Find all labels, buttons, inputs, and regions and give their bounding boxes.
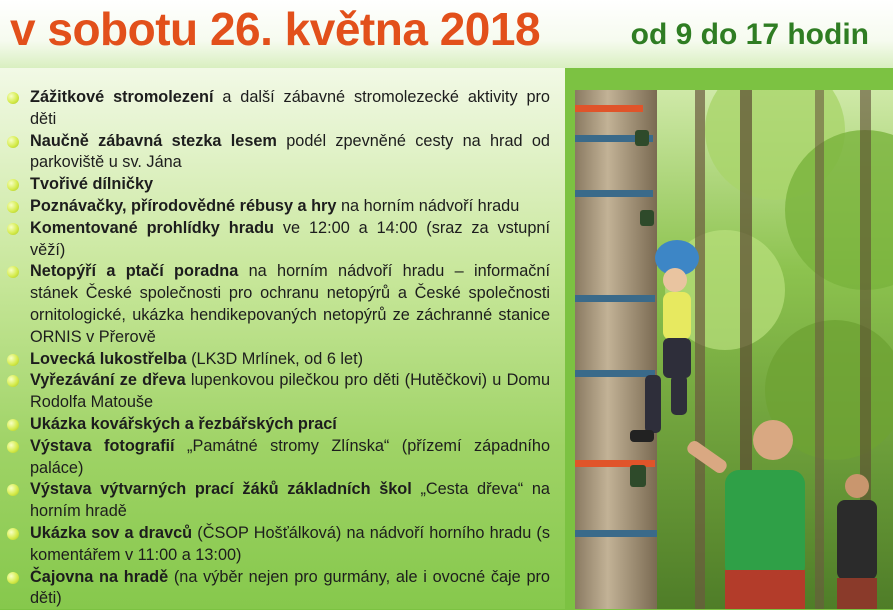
program-item <box>0 174 550 196</box>
program-item-title: Komentované prohlídky hradu <box>30 218 274 237</box>
bullet-icon <box>7 528 19 540</box>
photo-illustration <box>575 90 893 609</box>
program-item <box>0 261 550 348</box>
program-item <box>0 218 550 262</box>
program-panel <box>0 68 565 609</box>
program-item-title: Lovecká lukostřelba <box>30 349 187 368</box>
bullet-icon <box>7 572 19 584</box>
program-item-title: Poznávačky, přírodovědné rébusy a hry <box>30 196 337 215</box>
program-item <box>0 436 550 480</box>
program-item-detail: (na výběr nejen pro gurmány, ale i ovocné čaje pro děti) <box>30 567 550 608</box>
program-item-detail: „Památné stromy Zlínska“ (přízemí západního paláce) <box>30 436 551 477</box>
program-item-detail: a další zábavné stromolezecké aktivity pro děti <box>30 88 550 128</box>
program-item-detail: ve 12:00 a 14:00 (sraz za vstupní věží) <box>30 218 550 259</box>
bullet-icon <box>7 354 19 366</box>
bullet-icon <box>7 441 19 453</box>
bullet-icon <box>7 375 19 387</box>
program-item <box>0 131 550 175</box>
program-item <box>0 370 550 414</box>
program-item <box>0 567 550 610</box>
program-item <box>0 196 550 218</box>
page-title: v sobotu 26. května 2018 <box>10 3 541 55</box>
bullet-icon <box>7 179 19 191</box>
program-item-title: Naučně zábavná stezka lesem <box>30 131 277 150</box>
bullet-icon <box>7 92 19 104</box>
program-item <box>0 479 550 523</box>
program-item-detail: „Cesta dřeva“ na horním hradě <box>30 480 550 521</box>
bullet-icon <box>7 223 19 235</box>
opening-hours: od 9 do 17 hodin <box>630 18 869 51</box>
program-item-title: Vyřezávání ze dřeva <box>30 371 186 390</box>
program-item-title: Výstava výtvarných prací žáků základních škol <box>30 480 412 499</box>
program-item-detail: na horním nádvoří hradu – informační stánek České společnosti pro ochranu netopýrů a České společnosti ornitologické, ukázka hendikepovaných netopýrů ze záchranné stanice ORNIS v Přerově <box>30 262 550 346</box>
program-list <box>0 68 565 610</box>
program-item-title: Netopýří a ptačí poradna <box>30 262 239 281</box>
program-item-title: Zážitkové stromolezení <box>30 88 214 106</box>
program-item <box>0 414 550 436</box>
bullet-icon <box>7 136 19 148</box>
program-item-detail: lupenkovou pilečkou pro děti (Hutěčkovi) u Domu Rodolfa Matouše <box>30 371 550 412</box>
program-item-title: Ukázka sov a dravců <box>30 523 193 542</box>
program-item <box>0 523 550 567</box>
bullet-icon <box>7 266 19 278</box>
program-item-detail: (LK3D Mrlínek, od 6 let) <box>186 349 364 368</box>
header-banner <box>0 0 893 68</box>
bullet-icon <box>7 201 19 213</box>
program-item-title: Ukázka kovářských a řezbářských prací <box>30 414 337 433</box>
bullet-icon <box>7 484 19 496</box>
tree-climbing-photo <box>575 90 893 609</box>
program-item-detail: podél zpevněné cesty na hrad od parkoviště u sv. Jána <box>30 131 550 172</box>
program-item-detail: na horním nádvoří hradu <box>336 196 520 215</box>
program-item-title: Čajovna na hradě <box>30 567 169 586</box>
program-item <box>0 349 550 371</box>
bullet-icon <box>7 419 19 431</box>
program-item-detail: (ČSOP Hošťálková) na nádvoří horního hradu (s komentářem v 11:00 a 13:00) <box>30 523 550 564</box>
program-item-title: Tvořivé dílničky <box>30 175 154 194</box>
program-item <box>0 87 550 131</box>
program-item-title: Výstava fotografií <box>30 436 175 455</box>
